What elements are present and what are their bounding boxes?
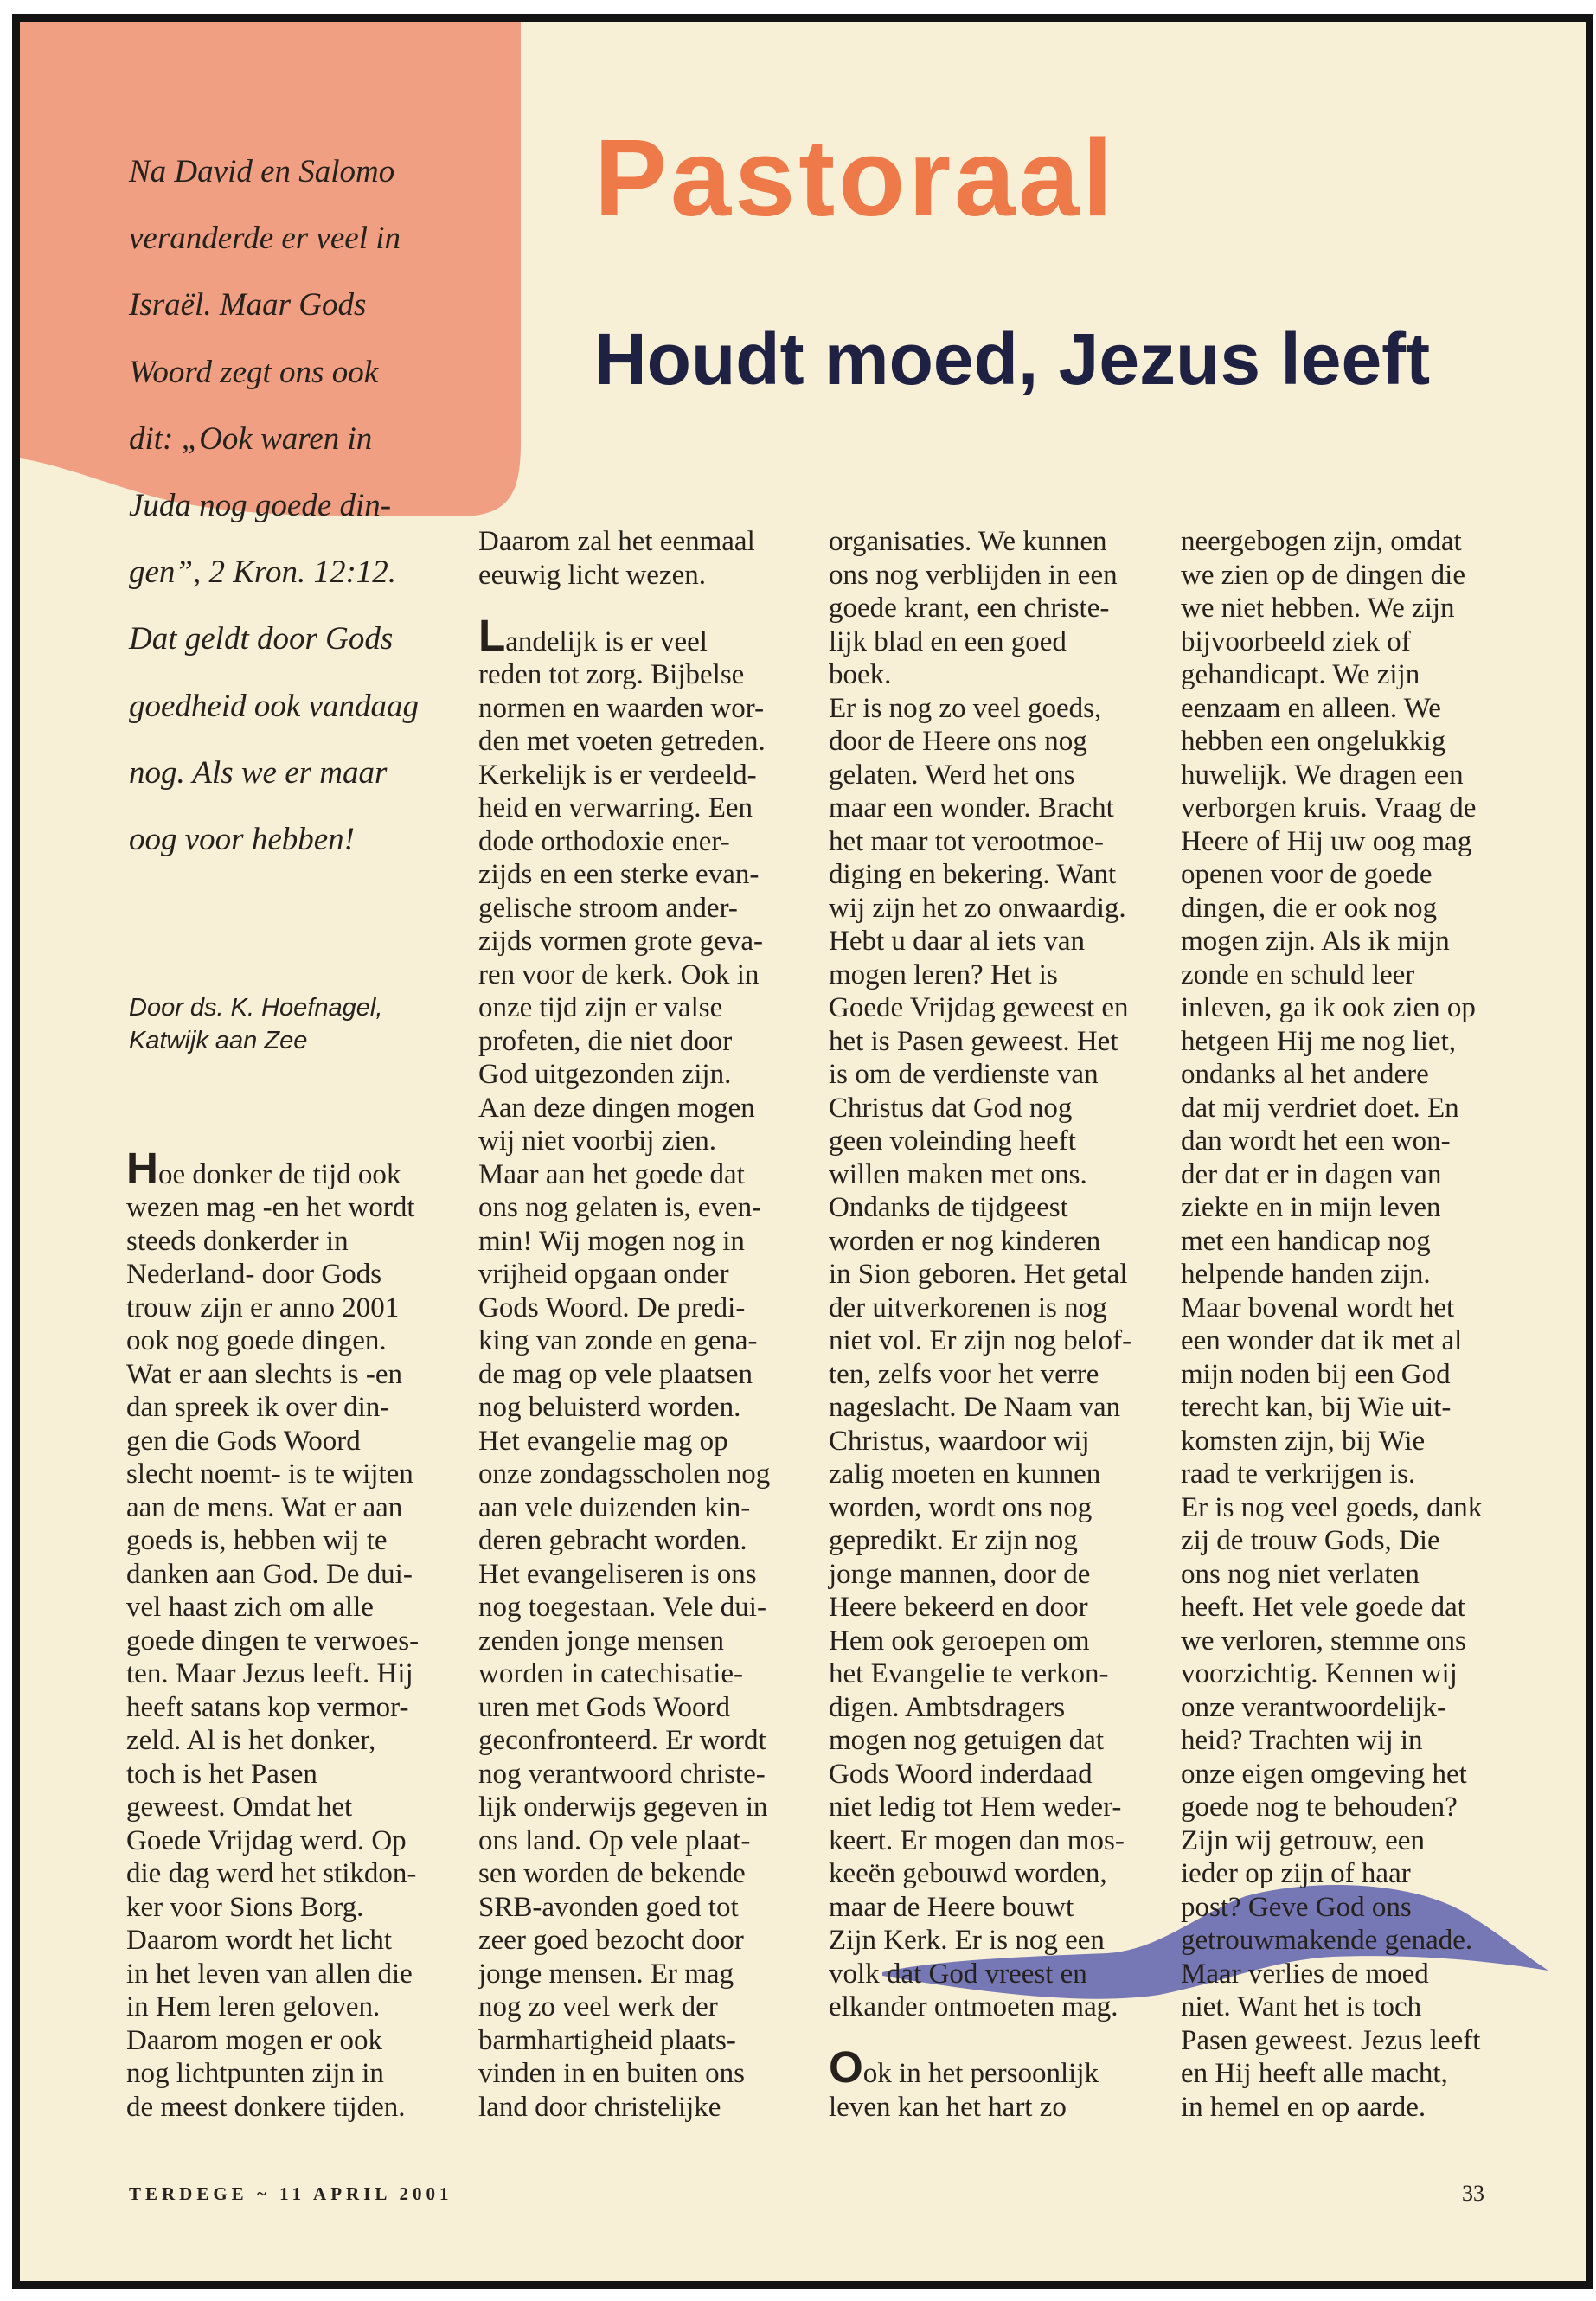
text-line: mogen leren? Het is: [829, 958, 1058, 990]
text-line: boek.: [829, 659, 892, 690]
text-line: Pasen geweest. Jezus leeft: [1181, 2024, 1481, 2056]
text-line: ons nog verblijden in een: [829, 559, 1118, 591]
text-line: profeten, die niet door: [478, 1025, 733, 1057]
text-line: danken aan God. De dui-: [126, 1558, 413, 1590]
text-line: gelaten. Werd het ons: [829, 759, 1075, 791]
text-line: gen die Gods Woord: [126, 1425, 361, 1457]
text-line: lijk onderwijs gegeven in: [478, 1791, 768, 1823]
byline: [129, 991, 382, 1057]
text-line: Landelijk is er veel: [478, 610, 708, 660]
text-line: worden in catechisatie-: [478, 1658, 744, 1689]
text-line: Daarom zal het eenmaal: [478, 526, 755, 557]
text-line: nog toegestaan. Vele dui-: [478, 1592, 766, 1623]
text-line: goede dingen te verwoes-: [126, 1625, 420, 1657]
intro-line: Israël. Maar Gods: [129, 287, 367, 324]
text-line: SRB-avonden goed tot: [478, 1891, 739, 1923]
text-line: gepredikt. Er zijn nog: [829, 1525, 1078, 1556]
text-line: maar de Heere bouwt: [829, 1891, 1074, 1923]
text-line: post? Geve God ons: [1181, 1891, 1412, 1923]
text-line: ker voor Sions Borg.: [126, 1891, 364, 1923]
article-headline: Houdt moed, Jezus leeft: [594, 318, 1431, 400]
text-line: hetgeen Hij me nog liet,: [1181, 1025, 1456, 1057]
text-line: raad te verkrijgen is.: [1181, 1458, 1416, 1490]
text-line: volk dat God vreest en: [829, 1958, 1087, 1990]
text-line: steeds donkerder in: [126, 1225, 349, 1257]
text-line: Zijn wij getrouw, een: [1181, 1824, 1425, 1856]
text-line: God uitgezonden zijn.: [478, 1059, 732, 1090]
text-line: Nederland- door Gods: [126, 1259, 382, 1290]
text-line: nageslacht. De Naam van: [829, 1392, 1121, 1423]
text-line: heid? Trachten wij in: [1181, 1725, 1423, 1756]
text-line: onze zondagsscholen nog: [478, 1458, 771, 1490]
text-line: ten, zelfs voor het verre: [829, 1358, 1099, 1390]
text-line: Goede Vrijdag werd. Op: [126, 1824, 407, 1856]
text-line: in hemel en op aarde.: [1181, 2091, 1426, 2123]
text-line: Goede Vrijdag geweest en: [829, 992, 1129, 1023]
text-line: onze verantwoordelijk-: [1181, 1691, 1446, 1723]
text-line: mogen zijn. Als ik mijn: [1181, 926, 1450, 957]
text-line: vrijheid opgaan onder: [478, 1259, 729, 1290]
text-line: ren voor de kerk. Ook in: [478, 958, 760, 990]
text-line: inleven, ga ik ook zien op: [1181, 992, 1476, 1023]
text-line: in het leven van allen die: [126, 1958, 413, 1990]
text-line: aan de mens. Wat er aan: [126, 1491, 403, 1523]
text-line: wij zijn het zo onwaardig.: [829, 892, 1126, 924]
text-line: komsten zijn, bij Wie: [1181, 1425, 1426, 1457]
text-line: elkander ontmoeten mag.: [829, 1991, 1118, 2022]
text-line: willen maken met ons.: [829, 1158, 1087, 1190]
text-line: Maar bovenal wordt het: [1181, 1292, 1455, 1324]
text-line: het Evangelie te verkon-: [829, 1658, 1109, 1689]
text-line: eeuwig licht wezen.: [478, 559, 706, 591]
text-line: Maar aan het goede dat: [478, 1158, 745, 1190]
paragraph-block: [478, 525, 798, 592]
text-line: bijvoorbeeld ziek of: [1181, 625, 1411, 657]
text-line: maar een wonder. Bracht: [829, 792, 1114, 824]
text-line: niet. Want het is toch: [1181, 1991, 1422, 2022]
text-line: sen worden de bekende: [478, 1858, 746, 1889]
text-line: worden, wordt ons nog: [829, 1491, 1093, 1523]
text-line: Hoe donker de tijd ook: [126, 1143, 401, 1193]
text-line: nog zo veel werk der: [478, 1991, 718, 2022]
text-line: jonge mannen, door de: [829, 1558, 1091, 1590]
text-line: toch is het Pasen: [126, 1758, 317, 1790]
body-column-3: [829, 525, 1149, 2124]
text-line: heeft satans kop vermor-: [126, 1691, 409, 1723]
text-line: reden tot zorg. Bijbelse: [478, 659, 745, 690]
text-line: Gods Woord. De predi-: [478, 1292, 746, 1324]
text-line: ondanks al het andere: [1181, 1059, 1429, 1090]
text-line: mijn noden bij een God: [1181, 1358, 1451, 1390]
text-line: Wat er aan slechts is -en: [126, 1358, 402, 1390]
text-line: der dat er in dagen van: [1181, 1158, 1442, 1190]
text-line: ons land. Op vele plaat-: [478, 1824, 751, 1856]
intro-line: veranderde er veel in: [129, 221, 401, 257]
text-line: niet vol. Er zijn nog belof-: [829, 1325, 1132, 1356]
text-line: wezen mag -en het wordt: [126, 1192, 415, 1223]
text-line: trouw zijn er anno 2001: [126, 1292, 400, 1324]
text-line: den met voeten getreden.: [478, 726, 766, 757]
body-column-2: [478, 525, 798, 2124]
text-line: wij niet voorbij zien.: [478, 1125, 716, 1157]
intro-line: gen”, 2 Kron. 12:12.: [129, 554, 397, 591]
text-line: ons nog gelaten is, even-: [478, 1192, 762, 1223]
text-line: land door christelijke: [478, 2091, 721, 2123]
text-line: neergebogen zijn, omdat: [1181, 526, 1462, 557]
intro-line: nog. Als we er maar: [129, 754, 388, 791]
text-line: de mag op vele plaatsen: [478, 1358, 753, 1390]
text-line: Christus dat God nog: [829, 1092, 1073, 1124]
text-line: dan wordt het een won-: [1181, 1125, 1451, 1157]
text-line: we verloren, stemme ons: [1181, 1625, 1466, 1657]
text-line: huwelijk. We dragen een: [1181, 759, 1464, 791]
text-line: nog beluisterd worden.: [478, 1392, 741, 1423]
text-line: Daarom wordt het licht: [126, 1925, 392, 1956]
text-line: Aan deze dingen mogen: [478, 1092, 755, 1124]
paragraph-block: [478, 610, 798, 2125]
text-line: keert. Er mogen dan mos-: [829, 1824, 1125, 1856]
intro-line: Woord zegt ons ook: [129, 354, 379, 390]
text-line: digen. Ambtsdragers: [829, 1691, 1066, 1723]
intro-line: Juda nog goede din-: [129, 487, 392, 523]
text-line: leven kan het hart zo: [829, 2091, 1067, 2123]
text-line: Heere of Hij uw oog mag: [1181, 825, 1472, 857]
text-line: verborgen kruis. Vraag de: [1181, 792, 1477, 824]
text-line: ook nog goede dingen.: [126, 1325, 387, 1356]
intro-line: Na David en Salomo: [129, 154, 395, 189]
paragraph-block: [829, 525, 1149, 2024]
text-line: nog verantwoord christe-: [478, 1758, 766, 1790]
page-number: 33: [1462, 2181, 1484, 2206]
text-line: deren gebracht worden.: [478, 1525, 747, 1556]
text-line: ieder op zijn of haar: [1181, 1858, 1411, 1889]
intro-line: oog voor hebben!: [129, 821, 355, 857]
text-line: mogen nog getuigen dat: [829, 1725, 1105, 1756]
text-line: in Sion geboren. Het getal: [829, 1259, 1128, 1290]
text-line: heeft. Het vele goede dat: [1181, 1592, 1465, 1623]
paragraph-block: [1181, 525, 1501, 2124]
text-line: hebben een ongelukkig: [1181, 726, 1446, 757]
text-line: we niet hebben. We zijn: [1181, 593, 1455, 624]
text-line: Het evangelie mag op: [478, 1425, 728, 1457]
text-line: niet ledig tot Hem weder-: [829, 1791, 1122, 1823]
footer-publication: TERDEGE ~ 11 APRIL 2001: [129, 2183, 453, 2204]
text-line: met een handicap nog: [1181, 1225, 1431, 1257]
intro-line: Dat geldt door Gods: [129, 621, 394, 657]
text-line: ten. Maar Jezus leeft. Hij: [126, 1658, 413, 1689]
text-line: gelische stroom ander-: [478, 892, 738, 924]
text-line: een wonder dat ik met al: [1181, 1325, 1463, 1356]
text-line: normen en waarden wor-: [478, 692, 765, 724]
text-line: en Hij heeft alle macht,: [1181, 2058, 1448, 2089]
text-line: king van zonde en gena-: [478, 1325, 758, 1356]
text-line: goeds is, hebben wij te: [126, 1525, 388, 1556]
text-line: dode orthodoxie ener-: [478, 825, 730, 857]
text-line: getrouwmakende genade.: [1181, 1925, 1473, 1956]
text-line: Daarom mogen er ook: [126, 2024, 382, 2056]
text-line: jonge mensen. Er mag: [478, 1958, 734, 1990]
text-line: in Hem leren geloven.: [126, 1991, 381, 2022]
text-line: dingen, die er ook nog: [1181, 892, 1438, 924]
text-line: Kerkelijk is er verdeeld-: [478, 759, 757, 791]
text-line: keeën gebouwd worden,: [829, 1858, 1107, 1889]
text-line: Het evangeliseren is ons: [478, 1558, 757, 1590]
text-line: Gods Woord inderdaad: [829, 1758, 1093, 1790]
text-line: gehandicapt. We zijn: [1181, 659, 1420, 690]
text-line: Christus, waardoor wij: [829, 1425, 1090, 1457]
text-line: zijds vormen grote geva-: [478, 926, 763, 957]
text-line: barmhartigheid plaats-: [478, 2024, 736, 2056]
text-line: terecht kan, bij Wie uit-: [1181, 1392, 1452, 1423]
text-line: geweest. Omdat het: [126, 1791, 353, 1823]
text-line: Hem ook geroepen om: [829, 1625, 1090, 1657]
text-line: geen voleinding heeft: [829, 1125, 1076, 1157]
text-line: de meest donkere tijden.: [126, 2091, 406, 2123]
text-line: ons nog niet verlaten: [1181, 1558, 1420, 1590]
text-line: Er is nog zo veel goeds,: [829, 692, 1102, 724]
text-line: voorzichtig. Kennen wij: [1181, 1658, 1458, 1689]
text-line: dan spreek ik over din-: [126, 1392, 390, 1423]
text-line: Ook in het persoonlijk: [829, 2042, 1099, 2092]
text-line: diging en bekering. Want: [829, 859, 1117, 890]
text-line: Ondanks de tijdgeest: [829, 1192, 1068, 1223]
body-column-1: [126, 1143, 446, 2125]
text-line: zalig moeten en kunnen: [829, 1458, 1101, 1490]
text-line: onze tijd zijn er valse: [478, 992, 723, 1023]
intro-text: [129, 138, 419, 873]
paragraph-block: [126, 1143, 446, 2125]
text-line: zeld. Al is het donker,: [126, 1725, 376, 1756]
text-line: worden er nog kinderen: [829, 1225, 1101, 1257]
text-line: onze eigen omgeving het: [1181, 1758, 1467, 1790]
intro-line: dit: „Ook waren in: [129, 420, 373, 457]
text-line: lijk blad en een goed: [829, 625, 1067, 657]
text-line: Er is nog veel goeds, dank: [1181, 1491, 1483, 1523]
text-line: min! Wij mogen nog in: [478, 1225, 745, 1257]
text-line: het maar tot verootmoe-: [829, 825, 1104, 857]
text-line: door de Heere ons nog: [829, 726, 1087, 757]
section-label: Pastoraal: [594, 117, 1117, 239]
text-line: is om de verdienste van: [829, 1059, 1099, 1090]
byline-line: Door ds. K. Hoefnagel,: [129, 994, 383, 1022]
text-line: die dag werd het stikdon-: [126, 1858, 417, 1889]
text-line: het is Pasen geweest. Het: [829, 1025, 1118, 1057]
text-line: we zien op de dingen die: [1181, 559, 1465, 591]
text-line: ziekte en in mijn leven: [1181, 1192, 1441, 1223]
text-line: openen voor de goede: [1181, 859, 1433, 890]
text-line: goede nog te behouden?: [1181, 1791, 1458, 1823]
byline-line: Katwijk aan Zee: [129, 1027, 308, 1054]
text-line: slecht noemt- is te wijten: [126, 1458, 413, 1490]
text-line: eenzaam en alleen. We: [1181, 692, 1441, 724]
text-line: zeer goed bezocht door: [478, 1925, 744, 1956]
text-line: Heere bekeerd en door: [829, 1592, 1088, 1623]
text-line: dat mij verdriet doet. En: [1181, 1092, 1459, 1124]
text-line: goede krant, een christe-: [829, 593, 1110, 624]
text-line: helpende handen zijn.: [1181, 1259, 1431, 1290]
body-column-4: [1181, 525, 1501, 2124]
text-line: der uitverkorenen is nog: [829, 1292, 1107, 1324]
text-line: geconfronteerd. Er wordt: [478, 1725, 766, 1756]
text-line: Zijn Kerk. Er is nog een: [829, 1925, 1105, 1956]
paragraph-block: [829, 2042, 1149, 2124]
text-line: organisaties. We kunnen: [829, 526, 1107, 557]
text-line: zonde en schuld leer: [1181, 958, 1415, 990]
text-line: aan vele duizenden kin-: [478, 1491, 751, 1523]
text-line: Hebt u daar al iets van: [829, 926, 1085, 957]
text-line: vel haast zich om alle: [126, 1592, 374, 1623]
text-line: vinden in en buiten ons: [478, 2058, 745, 2089]
intro-line: goedheid ook vandaag: [129, 688, 419, 724]
text-line: nog lichtpunten zijn in: [126, 2058, 384, 2089]
text-line: zij de trouw Gods, Die: [1181, 1525, 1440, 1556]
text-line: Maar verlies de moed: [1181, 1958, 1429, 1990]
text-line: zijds en een sterke evan-: [478, 859, 760, 890]
text-line: uren met Gods Woord: [478, 1691, 730, 1723]
text-line: zenden jonge mensen: [478, 1625, 725, 1657]
text-line: heid en verwarring. Een: [478, 792, 753, 824]
